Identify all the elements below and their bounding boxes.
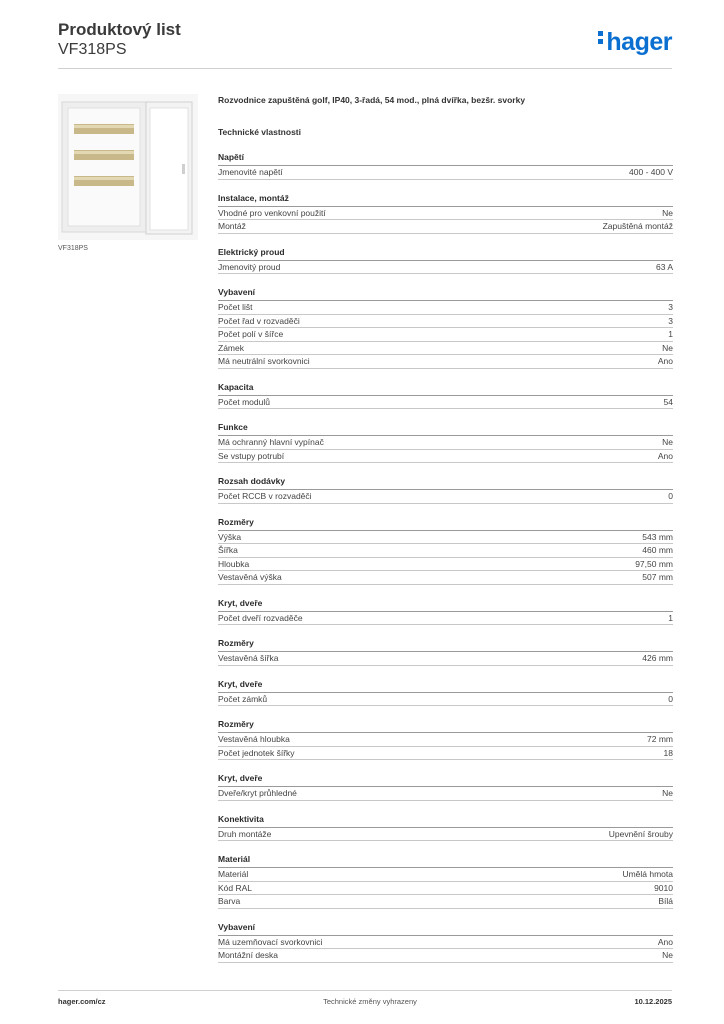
spec-row xyxy=(218,342,673,356)
spec-row xyxy=(218,396,673,410)
spec-row xyxy=(218,207,673,221)
spec-label: Počet polí v šířce xyxy=(218,329,284,339)
spec-row xyxy=(218,949,673,963)
footer-date: 10.12.2025 xyxy=(634,997,672,1006)
spec-label: Má uzemňovací svorkovnici xyxy=(218,936,323,947)
spec-group xyxy=(218,813,673,842)
page-header xyxy=(58,20,181,60)
distribution-board-illustration xyxy=(58,94,198,240)
spec-group-title: Vybavení xyxy=(218,921,673,936)
spec-group-title: Materiál xyxy=(218,853,673,868)
spec-group-title: Elektrický proud xyxy=(218,246,673,261)
spec-label: Hloubka xyxy=(218,558,250,569)
spec-group-title: Kryt, dveře xyxy=(218,597,673,612)
spec-label: Dveře/kryt průhledné xyxy=(218,788,297,798)
spec-row xyxy=(218,328,673,342)
spec-row xyxy=(218,531,673,545)
spec-row xyxy=(218,261,673,275)
spec-group xyxy=(218,286,673,369)
spec-value: 0 xyxy=(668,693,673,704)
spec-label: Vestavěná šířka xyxy=(218,653,279,663)
image-caption: VF318PS xyxy=(58,245,88,252)
hager-logo xyxy=(598,28,672,57)
spec-row xyxy=(218,868,673,882)
spec-value: Zapuštěná montáž xyxy=(602,221,673,231)
spec-value: Ne xyxy=(662,207,673,218)
spec-row xyxy=(218,355,673,369)
spec-value: Ano xyxy=(657,450,673,461)
spec-value: 0 xyxy=(668,491,673,501)
spec-value: Upevnění šrouby xyxy=(608,828,673,839)
spec-label: Výška xyxy=(218,531,242,542)
spec-value: 63 A xyxy=(655,261,673,272)
spec-group-title: Napětí xyxy=(218,151,673,166)
footer-divider xyxy=(58,990,672,991)
spec-value: 400 - 400 V xyxy=(629,167,673,177)
spec-label: Šířka xyxy=(218,545,238,555)
spec-label: Má ochranný hlavní vypínač xyxy=(218,437,324,447)
spec-row xyxy=(218,747,673,761)
spec-value: Ano xyxy=(657,356,673,366)
spec-row xyxy=(218,895,673,909)
spec-label: Jmenovité napětí xyxy=(218,167,283,177)
spec-value: 460 mm xyxy=(642,545,673,555)
spec-label: Zámek xyxy=(218,342,244,353)
spec-content xyxy=(218,95,673,975)
spec-group xyxy=(218,718,673,760)
spec-value: 3 xyxy=(668,315,673,326)
spec-row xyxy=(218,652,673,666)
spec-group-title: Funkce xyxy=(218,421,673,436)
spec-label: Se vstupy potrubí xyxy=(218,450,285,461)
spec-groups xyxy=(218,151,673,963)
spec-value: 97,50 mm xyxy=(635,558,673,569)
spec-value: Ano xyxy=(657,936,673,947)
spec-value: 72 mm xyxy=(647,734,673,744)
spec-row xyxy=(218,450,673,464)
spec-value: 507 mm xyxy=(642,572,673,582)
spec-group-title: Rozsah dodávky xyxy=(218,475,673,490)
spec-label: Má neutrální svorkovnici xyxy=(218,356,310,366)
spec-row xyxy=(218,490,673,504)
spec-label: Vestavěná výška xyxy=(218,572,282,582)
footer-website[interactable]: hager.com/cz xyxy=(58,997,106,1006)
spec-row xyxy=(218,733,673,747)
spec-group xyxy=(218,421,673,463)
spec-label: Jmenovitý proud xyxy=(218,261,281,272)
spec-group xyxy=(218,678,673,707)
spec-row xyxy=(218,828,673,842)
spec-group xyxy=(218,637,673,666)
spec-group xyxy=(218,597,673,626)
spec-group-title: Rozměry xyxy=(218,718,673,733)
tech-properties-heading: Technické vlastnosti xyxy=(218,127,301,137)
spec-label: Barva xyxy=(218,896,241,906)
spec-value: 426 mm xyxy=(642,653,673,663)
spec-value: 18 xyxy=(663,747,673,758)
spec-row xyxy=(218,301,673,315)
footer-note: Technické změny vyhrazeny xyxy=(323,997,417,1006)
spec-group-title: Konektivita xyxy=(218,813,673,828)
spec-row xyxy=(218,544,673,558)
spec-value: 9010 xyxy=(654,882,673,893)
spec-value: 543 mm xyxy=(642,531,673,542)
spec-label: Počet jednotek šířky xyxy=(218,747,295,758)
spec-label: Materiál xyxy=(218,869,249,879)
spec-label: Vestavěná hloubka xyxy=(218,734,290,744)
spec-group-title: Instalace, montáž xyxy=(218,192,673,207)
spec-row xyxy=(218,315,673,329)
product-code: VF318PS xyxy=(58,41,127,58)
spec-group xyxy=(218,516,673,585)
spec-value: 54 xyxy=(663,396,673,407)
spec-group xyxy=(218,475,673,504)
header-divider xyxy=(58,68,672,69)
spec-group xyxy=(218,151,673,180)
spec-group-title: Kryt, dveře xyxy=(218,678,673,693)
spec-row xyxy=(218,166,673,180)
spec-value: Ne xyxy=(662,342,673,353)
spec-group xyxy=(218,246,673,275)
page-footer xyxy=(58,997,672,1006)
logo-text: hager xyxy=(606,28,672,56)
spec-value: 1 xyxy=(668,329,673,339)
product-description: Rozvodnice zapuštěná golf, IP40, 3-řadá, 54 mod., plná dvířka, bezšr. svorky xyxy=(218,95,526,105)
logo-dots-icon xyxy=(598,31,604,47)
spec-label: Počet lišt xyxy=(218,302,253,312)
spec-label: Počet RCCB v rozvaděči xyxy=(218,491,312,501)
spec-group xyxy=(218,381,673,410)
spec-row xyxy=(218,693,673,707)
spec-row xyxy=(218,571,673,585)
spec-value: Ne xyxy=(662,950,673,960)
spec-row xyxy=(218,558,673,572)
spec-group-title: Rozměry xyxy=(218,637,673,652)
spec-label: Kód RAL xyxy=(218,882,253,893)
spec-label: Vhodné pro venkovní použití xyxy=(218,207,326,218)
spec-group-title: Vybavení xyxy=(218,286,673,301)
spec-label: Počet dveří rozvaděče xyxy=(218,612,303,623)
spec-label: Počet zámků xyxy=(218,693,268,704)
spec-row xyxy=(218,436,673,450)
spec-group-title: Kryt, dveře xyxy=(218,772,673,787)
spec-value: Ne xyxy=(662,788,673,798)
spec-group xyxy=(218,853,673,909)
spec-group-title: Rozměry xyxy=(218,516,673,531)
spec-label: Počet modulů xyxy=(218,396,270,407)
spec-value: Bílá xyxy=(658,896,673,906)
spec-row xyxy=(218,882,673,896)
spec-group-title: Kapacita xyxy=(218,381,673,396)
spec-label: Montážní deska xyxy=(218,950,279,960)
spec-row xyxy=(218,787,673,801)
spec-value: 3 xyxy=(668,302,673,312)
spec-group xyxy=(218,772,673,801)
spec-label: Montáž xyxy=(218,221,246,231)
spec-row xyxy=(218,612,673,626)
spec-label: Druh montáže xyxy=(218,828,272,839)
spec-row xyxy=(218,220,673,234)
spec-value: Umělá hmota xyxy=(622,869,673,879)
spec-group xyxy=(218,192,673,234)
page-title: Produktový list xyxy=(58,20,181,39)
spec-value: Ne xyxy=(662,437,673,447)
spec-label: Počet řad v rozvaděči xyxy=(218,315,300,326)
product-image xyxy=(58,94,198,240)
spec-group xyxy=(218,921,673,963)
spec-row xyxy=(218,936,673,950)
spec-value: 1 xyxy=(668,612,673,623)
